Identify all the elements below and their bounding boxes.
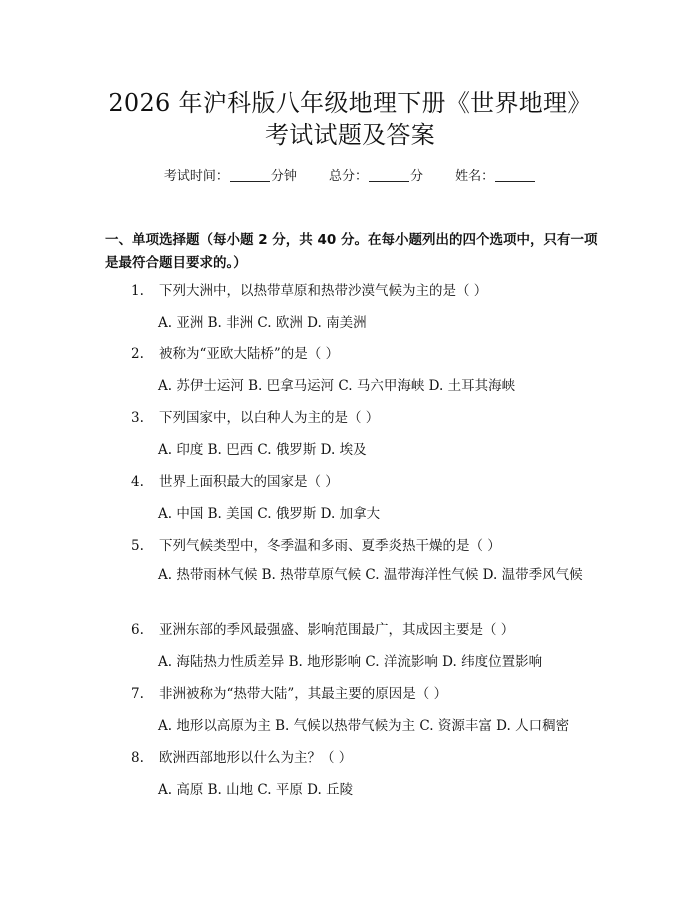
question-number: 2. xyxy=(131,346,144,362)
question-number: 5. xyxy=(131,538,144,554)
question-options: A. 亚洲 B. 非洲 C. 欧洲 D. 南美洲 xyxy=(158,315,367,331)
total-score xyxy=(329,168,423,186)
question-text: 被称为“亚欧大陆桥”的是（ ） xyxy=(159,346,340,362)
question-text: 下列气候类型中，冬季温和多雨、夏季炎热干燥的是（ ） xyxy=(159,538,501,554)
question-item xyxy=(131,473,601,491)
total-score-label: 总分： xyxy=(328,169,368,184)
question-number: 6. xyxy=(131,622,144,638)
question-text: 世界上面积最大的国家是（ ） xyxy=(159,474,339,490)
question-number: 7. xyxy=(131,686,144,702)
question-item xyxy=(131,621,601,639)
student-name xyxy=(455,168,536,186)
student-name-blank xyxy=(495,169,535,182)
section-heading: 一、单项选择题（每小题 2 分，共 40 分。在每小题列出的四个选项中，只有一项是最符合题目要求的。） xyxy=(105,232,598,271)
document-title-line1: 2026 年沪科版八年级地理下册《世界地理》 xyxy=(108,89,592,117)
question-text: 下列国家中，以白种人为主的是（ ） xyxy=(159,410,380,426)
question-options: A. 热带雨林气候 B. 热带草原气候 C. 温带海洋性气候 D. 温带季风气候 xyxy=(158,567,583,583)
exam-time-blank xyxy=(230,169,270,182)
document-title-line2: 考试试题及答案 xyxy=(264,121,436,149)
question-number: 4. xyxy=(131,474,144,490)
question-options: A. 苏伊士运河 B. 巴拿马运河 C. 马六甲海峡 D. 土耳其海峡 xyxy=(158,378,516,394)
question-text: 下列大洲中，以热带草原和热带沙漠气候为主的是（ ） xyxy=(159,283,488,299)
exam-time xyxy=(164,168,297,186)
question-options: A. 印度 B. 巴西 C. 俄罗斯 D. 埃及 xyxy=(158,442,367,458)
question-number: 3. xyxy=(131,410,144,426)
total-score-blank xyxy=(369,169,409,182)
question-options: A. 海陆热力性质差异 B. 地形影响 C. 洋流影响 D. 纬度位置影响 xyxy=(158,654,543,670)
question-item xyxy=(131,409,601,427)
question-item xyxy=(131,345,601,363)
question-number: 8. xyxy=(131,750,144,766)
question-text: 亚洲东部的季风最强盛、影响范围最广，其成因主要是（ ） xyxy=(159,622,515,638)
question-item xyxy=(131,749,601,767)
question-options: A. 地形以高原为主 B. 气候以热带气候为主 C. 资源丰富 D. 人口稠密 xyxy=(158,718,570,734)
question-number: 1. xyxy=(131,283,144,299)
exam-meta xyxy=(0,168,700,186)
student-name-label: 姓名： xyxy=(455,169,495,184)
exam-time-label: 考试时间： xyxy=(163,169,229,184)
total-score-unit: 分 xyxy=(410,169,424,184)
question-text: 欧洲西部地形以什么为主？（ ） xyxy=(159,750,353,766)
question-item xyxy=(131,685,601,703)
question-item xyxy=(131,537,601,555)
question-options: A. 中国 B. 美国 C. 俄罗斯 D. 加拿大 xyxy=(158,506,381,522)
question-options: A. 高原 B. 山地 C. 平原 D. 丘陵 xyxy=(158,782,354,798)
exam-time-unit: 分钟 xyxy=(270,169,297,184)
question-item xyxy=(131,282,601,300)
question-text: 非洲被称为“热带大陆”，其最主要的原因是（ ） xyxy=(159,686,448,702)
